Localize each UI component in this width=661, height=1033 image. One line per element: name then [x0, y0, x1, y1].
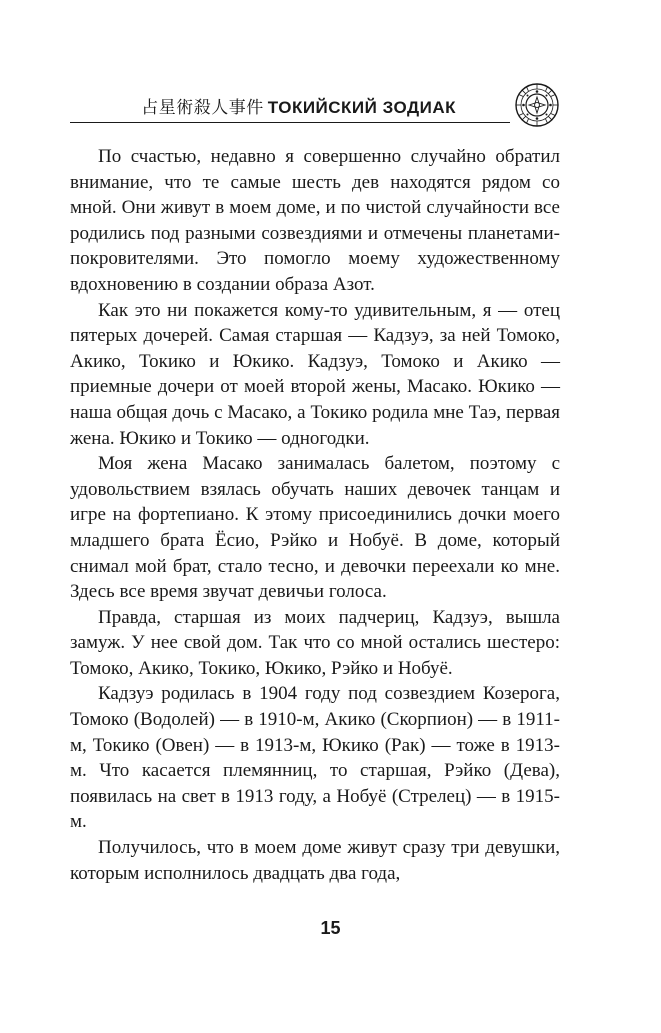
page-number: 15: [320, 918, 341, 938]
running-head-title-ru: ТОКИЙСКИЙ ЗОДИАК: [267, 98, 456, 117]
body-text: [70, 144, 560, 886]
running-head-title-cjk: 占星術殺人事件: [141, 98, 264, 118]
paragraph: Моя жена Масако занималась балетом, поэтому с удовольствием взялась обучать наших девочек танцам и игре на фортепиано. К этому присоединились дочки моего младшего брата Ёсио, Рэйко и Нобуё. В доме, который снимал мой брат, стало тесно, и девочки переехали ко мне. Здесь все время звучат девичьи голоса.: [70, 453, 560, 603]
zodiac-wheel-icon: [514, 82, 560, 128]
paragraph: Правда, старшая из моих падчериц, Кадзуэ, вышла замуж. У нее свой дом. Так что со мной остались шестеро: Томоко, Акико, Токико, Юкико, Рэйко и Нобуё.: [70, 606, 560, 679]
paragraph: По счастью, недавно я совершенно случайно обратил внимание, что те самые шесть дев находятся рядом со мной. Они живут в моем доме, и по чистой случайности все родились под разными созвездиями и отмечены планетами-покровителями. Это помогло моему художественному вдохновению в создании образа Азот.: [70, 146, 560, 295]
paragraph: Как это ни покажется кому-то удивительным, я — отец пятерых дочерей. Самая старшая — Кадзуэ, за ней Томоко, Акико, Токико и Юкико. Кадзуэ, Томоко и Акико — приемные дочери от моей второй жены, Масако. Юкико — наша общая дочь с Масако, а Токико родила мне Таэ, первая жена. Юкико и Токико — одногодки.: [70, 299, 560, 449]
paragraph: Кадзуэ родилась в 1904 году под созвездием Козерога, Томоко (Водолей) — в 1910-м, Акико (Скорпион) — в 1911-м, Токико (Овен) — в 1913-м, Юкико (Рак) — тоже в 1913-м. Что касается племянниц, то старшая, Рэйко (Дева), появилась на свет в 1913 году, а Нобуё (Стрелец) — в 1915-м.: [70, 683, 560, 833]
running-head: [70, 92, 510, 123]
paragraph: Получилось, что в моем доме живут сразу три девушки, которым исполнилось двадцать два года,: [70, 837, 560, 884]
running-head-title: [141, 93, 456, 118]
